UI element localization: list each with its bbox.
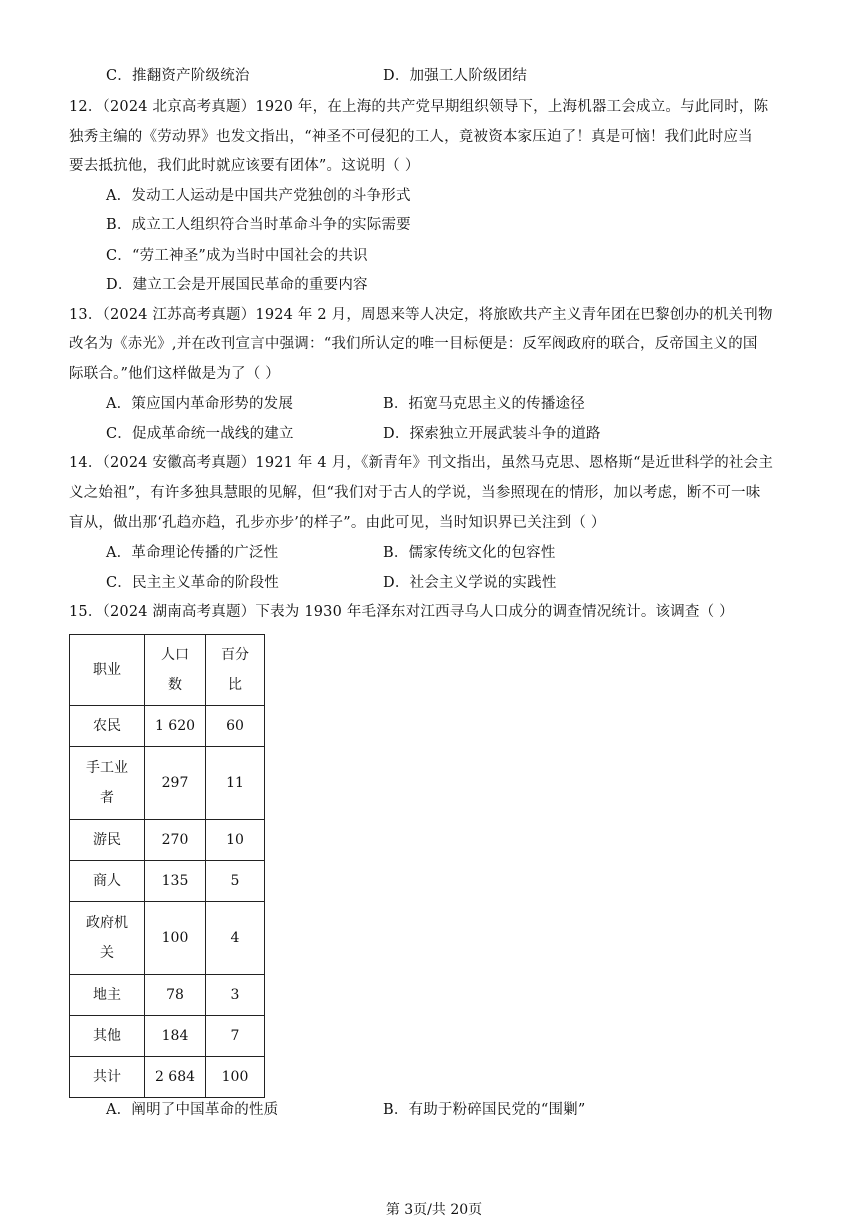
q12-option-c: C．“劳工神圣”成为当时中国社会的共识 xyxy=(106,248,368,264)
q14-option-a: A．革命理论传播的广泛性 xyxy=(106,545,279,561)
cell-occupation xyxy=(70,902,145,975)
header-percent-line-1: 百分 xyxy=(221,647,249,663)
q13-stem-line-1: 13．（2024 江苏高考真题）1924 年 2 月，周恩来等人决定，将旅欧共产主义青年团在巴黎创办的机关刊物 xyxy=(69,307,773,323)
q15-stem-line-1: 15．（2024 湖南高考真题）下表为 1930 年毛泽东对江西寻乌人口成分的调查情况统计。该调查（ ） xyxy=(69,604,734,620)
cell-occupation: 游民 xyxy=(70,820,145,861)
q13-option-b: B．拓宽马克思主义的传播途径 xyxy=(383,396,585,412)
q14-option-d: D．社会主义学说的实践性 xyxy=(383,575,557,591)
cell-occupation: 地主 xyxy=(70,975,145,1016)
q13-option-c: C．促成革命统一战线的建立 xyxy=(106,426,294,442)
q14-stem-line-2: 义之始祖”，有许多独具慧眼的见解，但“我们对于古人的学说，当参照现在的情形，加以考虑，断不可一味 xyxy=(69,485,761,501)
table-row xyxy=(70,1016,265,1057)
cell-percent: 7 xyxy=(206,1016,265,1057)
q15-option-b: B．有助于粉碎国民党的“围剿” xyxy=(383,1102,586,1118)
cell-occupation: 其他 xyxy=(70,1016,145,1057)
header-occupation xyxy=(70,635,145,706)
header-population-line-2: 数 xyxy=(168,677,182,693)
header-population-line-1: 人口 xyxy=(161,647,189,663)
header-percent xyxy=(206,635,265,706)
cell-population: 135 xyxy=(145,861,206,902)
table-row xyxy=(70,975,265,1016)
q12-stem-line-3: 要去抵抗他，我们此时就应该要有团体”。这说明（ ） xyxy=(69,158,420,174)
table-row xyxy=(70,820,265,861)
cell-population: 184 xyxy=(145,1016,206,1057)
table-row xyxy=(70,706,265,747)
cell-occupation-line-1: 手工业 xyxy=(86,760,128,776)
q15-option-a: A．阐明了中国革命的性质 xyxy=(106,1102,279,1118)
q13-stem-line-3: 际联合。”他们这样做是为了（ ） xyxy=(69,366,280,382)
q13-option-d: D．探索独立开展武装斗争的道路 xyxy=(383,426,601,442)
cell-population: 100 xyxy=(145,902,206,975)
cell-percent: 5 xyxy=(206,861,265,902)
q12-stem-line-1: 12．（2024 北京高考真题）1920 年，在上海的共产党早期组织领导下，上海机器工会成立。与此同时，陈 xyxy=(69,99,769,115)
header-population xyxy=(145,635,206,706)
q12-option-a: A．发动工人运动是中国共产党独创的斗争形式 xyxy=(106,188,411,204)
q14-stem-line-3: 盲从，做出那‘孔趋亦趋，孔步亦步’的样子”。由此可见，当时知识界已关注到（ ） xyxy=(69,515,606,531)
q11-option-d: D．加强工人阶级团结 xyxy=(383,68,528,84)
q14-option-b: B．儒家传统文化的包容性 xyxy=(383,545,556,561)
header-occupation-text: 职业 xyxy=(93,662,121,678)
cell-population: 270 xyxy=(145,820,206,861)
cell-population: 78 xyxy=(145,975,206,1016)
cell-occupation-line-2: 关 xyxy=(100,945,114,961)
q14-stem-line-1: 14．（2024 安徽高考真题）1921 年 4 月，《新青年》刊文指出，虽然马克思、恩格斯“是近世科学的社会主 xyxy=(69,455,774,471)
cell-occupation: 农民 xyxy=(70,706,145,747)
cell-percent: 4 xyxy=(206,902,265,975)
population-survey-table xyxy=(69,634,265,1098)
table-row xyxy=(70,861,265,902)
cell-occupation-line-2: 者 xyxy=(100,790,114,806)
cell-occupation-line-1: 政府机 xyxy=(86,915,128,931)
table-row-total xyxy=(70,1057,265,1098)
q12-option-b: B．成立工人组织符合当时革命斗争的实际需要 xyxy=(106,217,411,233)
q13-stem-line-2: 改名为《赤光》,并在改刊宣言中强调：“我们所认定的唯一目标便是：反军阀政府的联合，反帝国主义的国 xyxy=(69,336,758,352)
q12-option-d: D．建立工会是开展国民革命的重要内容 xyxy=(106,277,368,293)
cell-population: 2 684 xyxy=(145,1057,206,1098)
header-percent-line-2: 比 xyxy=(228,677,242,693)
cell-occupation: 共计 xyxy=(70,1057,145,1098)
q14-option-c: C．民主主义革命的阶段性 xyxy=(106,575,279,591)
cell-percent: 60 xyxy=(206,706,265,747)
cell-percent: 3 xyxy=(206,975,265,1016)
q11-option-c: C．推翻资产阶级统治 xyxy=(106,68,250,84)
table-row xyxy=(70,747,265,820)
cell-occupation xyxy=(70,747,145,820)
page-indicator: 第 3页/共 20页 xyxy=(385,1202,483,1218)
cell-percent: 11 xyxy=(206,747,265,820)
table-row xyxy=(70,902,265,975)
cell-occupation: 商人 xyxy=(70,861,145,902)
cell-population: 297 xyxy=(145,747,206,820)
q12-stem-line-2: 独秀主编的《劳动界》也发文指出，“神圣不可侵犯的工人，竟被资本家压迫了！真是可恼！我们此时应当 xyxy=(69,129,753,145)
table-header-row xyxy=(70,635,265,706)
q13-option-a: A．策应国内革命形势的发展 xyxy=(106,396,294,412)
cell-percent: 100 xyxy=(206,1057,265,1098)
cell-population: 1 620 xyxy=(145,706,206,747)
cell-percent: 10 xyxy=(206,820,265,861)
